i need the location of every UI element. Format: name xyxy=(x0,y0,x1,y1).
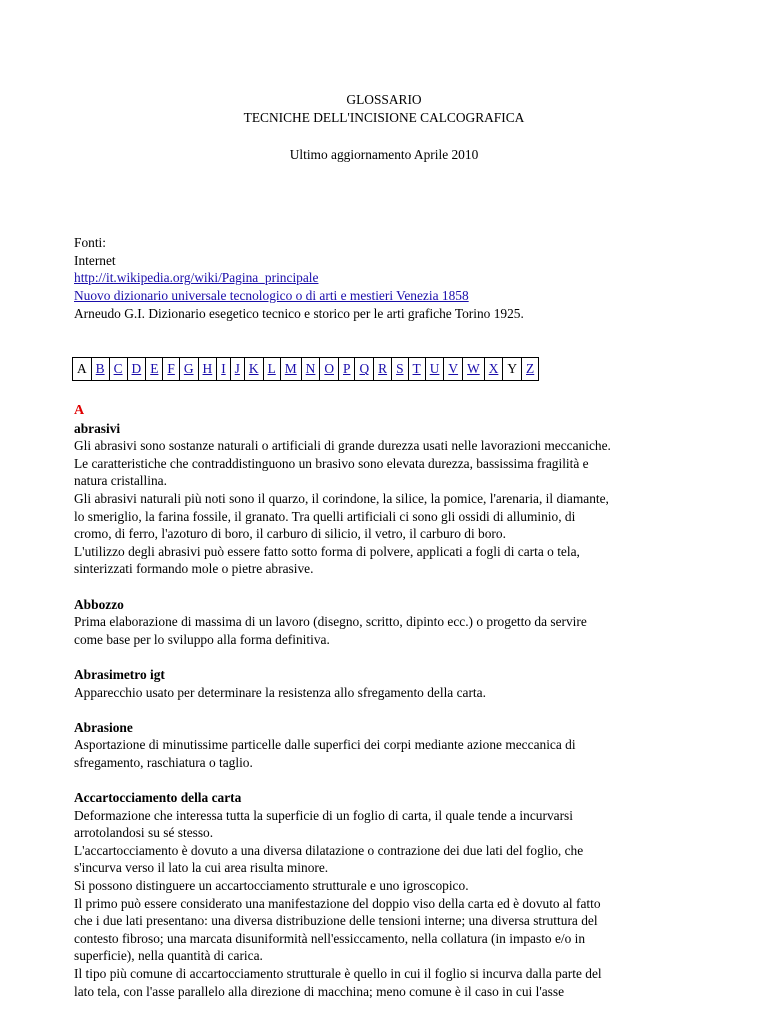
alphabet-cell xyxy=(522,358,539,381)
entry-line: L'accartocciamento è dovuto a una diversa dilatazione o contrazione dei due lati del foglio, che xyxy=(74,842,584,858)
alphabet-cell xyxy=(339,358,355,381)
alphabet-cell xyxy=(374,358,392,381)
entry-line: Il primo può essere considerato una manifestazione del doppio viso della carta ed è dovuto al fatto xyxy=(74,895,601,911)
alphabet-cell xyxy=(301,358,320,381)
alphabet-link[interactable]: P xyxy=(343,361,351,377)
alphabet-cell xyxy=(217,358,230,381)
alphabet-link[interactable]: E xyxy=(150,361,159,377)
alphabet-link[interactable]: T xyxy=(412,361,421,377)
alphabet-current-letter: A xyxy=(77,361,87,377)
alphabet-link[interactable]: S xyxy=(396,361,404,377)
spacer xyxy=(74,578,714,596)
alphabet-link[interactable]: M xyxy=(284,361,297,377)
glossary-entry xyxy=(74,719,714,772)
glossary-entry xyxy=(74,420,714,578)
entry-term: abrasivi xyxy=(74,420,121,436)
entry-line: sfregamento, raschiatura o taglio. xyxy=(74,754,253,770)
entry-line: lato tela, con l'asse parallelo alla direzione di macchina; meno comune è il caso in cui l'asse xyxy=(74,983,565,999)
alphabet-cell xyxy=(263,358,280,381)
alphabet-link[interactable]: Z xyxy=(526,361,535,377)
alphabet-cell xyxy=(503,358,522,381)
dizionario-link[interactable]: Nuovo dizionario universale tecnologico o di arti e mestieri Venezia 1858 xyxy=(74,288,469,304)
entry-line: natura cristallina. xyxy=(74,473,167,489)
alphabet-cell xyxy=(425,358,444,381)
alphabet-link[interactable]: F xyxy=(167,361,175,377)
entry-line: Deformazione che interessa tutta la superficie di un foglio di carta, il quale tende a incurvarsi xyxy=(74,807,573,823)
sources-label: Fonti: xyxy=(74,235,106,250)
alphabet-cell xyxy=(109,358,127,381)
alphabet-link[interactable]: K xyxy=(248,361,259,377)
alphabet-cell xyxy=(408,358,425,381)
document-subtitle: TECNICHE DELL'INCISIONE CALCOGRAFICA xyxy=(243,110,525,125)
alphabet-cell xyxy=(444,358,463,381)
alphabet-cell xyxy=(280,358,301,381)
entry-line: superficie), nella quantità di carica. xyxy=(74,948,263,964)
entry-line: Gli abrasivi naturali più noti sono il quarzo, il corindone, la silice, la pomice, l'arenaria, il diamante, xyxy=(74,490,609,506)
sources-internet: Internet xyxy=(74,252,116,268)
alphabet-link[interactable]: B xyxy=(95,361,105,377)
glossary-content xyxy=(74,402,714,1000)
spacer xyxy=(74,648,714,666)
alphabet-cell xyxy=(230,358,244,381)
entry-line: come base per lo sviluppo alla forma definitiva. xyxy=(74,631,330,647)
alphabet-index xyxy=(72,357,539,381)
entry-line: sinterizzati formando mole o pietre abrasive. xyxy=(74,561,314,577)
alphabet-link[interactable]: X xyxy=(488,361,499,377)
entry-line: arrotolandosi su sé stesso. xyxy=(74,825,214,841)
alphabet-letter: Y xyxy=(507,361,518,377)
alphabet-cell xyxy=(146,358,163,381)
entry-term: Accartocciamento della carta xyxy=(74,790,242,806)
alphabet-cell xyxy=(91,358,109,381)
alphabet-link[interactable]: L xyxy=(267,361,276,377)
entry-term: Abrasimetro igt xyxy=(74,666,165,682)
entry-line: contesto fibroso; una marcata disuniformità nell'essiccamento, nella collatura (in impasto e/o in xyxy=(74,930,586,946)
alphabet-cell xyxy=(392,358,408,381)
entry-line: Le caratteristiche che contraddistinguono un brasivo sono elevata durezza, bassissima fragilità e xyxy=(74,455,589,471)
alphabet-cell xyxy=(463,358,485,381)
alphabet-cell xyxy=(179,358,198,381)
sources-arneudo: Arneudo G.I. Dizionario esegetico tecnico e storico per le arti grafiche Torino 1925. xyxy=(74,305,524,321)
entry-line: che i due lati presentano: una diversa distribuzione delle tensioni interne; una diversa struttura del xyxy=(74,913,598,929)
alphabet-link[interactable]: V xyxy=(448,361,459,377)
entry-line: Si possono distinguere un accartocciamento strutturale e uno igroscopico. xyxy=(74,878,469,894)
entry-line: Gli abrasivi sono sostanze naturali o artificiali di grande durezza usati nelle lavorazioni meccaniche. xyxy=(74,438,611,454)
section-letter: A xyxy=(74,403,85,418)
last-updated: Ultimo aggiornamento Aprile 2010 xyxy=(289,147,479,162)
glossary-entry xyxy=(74,666,714,701)
entry-line: Asportazione di minutissime particelle dalle superfici dei corpi mediante azione meccanica di xyxy=(74,737,576,753)
alphabet-cell xyxy=(73,358,92,381)
alphabet-link[interactable]: N xyxy=(305,361,316,377)
entry-line: cromo, di ferro, l'azoturo di boro, il carburo di silicio, il vetro, il carburo di boro. xyxy=(74,526,506,542)
alphabet-link[interactable]: Q xyxy=(359,361,370,377)
entry-term: Abrasione xyxy=(74,719,133,735)
title-block xyxy=(0,91,768,127)
glossary-entry xyxy=(74,789,714,1000)
entry-line: Apparecchio usato per determinare la resistenza allo sfregamento della carta. xyxy=(74,684,486,700)
entry-line: s'incurva verso il lato la cui area risulta minore. xyxy=(74,860,329,876)
alphabet-link[interactable]: R xyxy=(378,361,388,377)
alphabet-link[interactable]: O xyxy=(324,361,335,377)
entry-line: Il tipo più comune di accartocciamento strutturale è quello in cui il foglio si incurva dalla parte del xyxy=(74,966,602,981)
alphabet-link[interactable]: H xyxy=(202,361,213,377)
entry-line: Prima elaborazione di massima di un lavoro (disegno, scritto, dipinto ecc.) o progetto da servire xyxy=(74,614,587,630)
glossary-entry xyxy=(74,596,714,649)
document-title: GLOSSARIO xyxy=(346,92,422,107)
sources-block xyxy=(74,234,524,322)
alphabet-link[interactable]: W xyxy=(467,361,480,377)
alphabet-link[interactable]: U xyxy=(429,361,440,377)
alphabet-cell xyxy=(320,358,339,381)
alphabet-cell xyxy=(355,358,374,381)
alphabet-link[interactable]: D xyxy=(131,361,142,377)
alphabet-cell xyxy=(198,358,217,381)
alphabet-link[interactable]: I xyxy=(221,361,226,377)
alphabet-link[interactable]: C xyxy=(113,361,123,377)
spacer xyxy=(74,701,714,719)
alphabet-cell xyxy=(127,358,146,381)
alphabet-cell xyxy=(163,358,179,381)
wikipedia-link[interactable]: http://it.wikipedia.org/wiki/Pagina_principale xyxy=(74,270,319,286)
alphabet-link[interactable]: J xyxy=(234,361,240,377)
alphabet-cell xyxy=(244,358,263,381)
entry-line: L'utilizzo degli abrasivi può essere fatto sotto forma di polvere, applicati a fogli di carta o tela, xyxy=(74,543,580,559)
entry-term: Abbozzo xyxy=(74,596,124,612)
spacer xyxy=(74,771,714,789)
entry-line: lo smeriglio, la farina fossile, il granato. Tra quelli artificiali ci sono gli ossidi di alluminio, di xyxy=(74,508,576,524)
alphabet-link[interactable]: G xyxy=(183,361,194,377)
alphabet-cell xyxy=(484,358,503,381)
